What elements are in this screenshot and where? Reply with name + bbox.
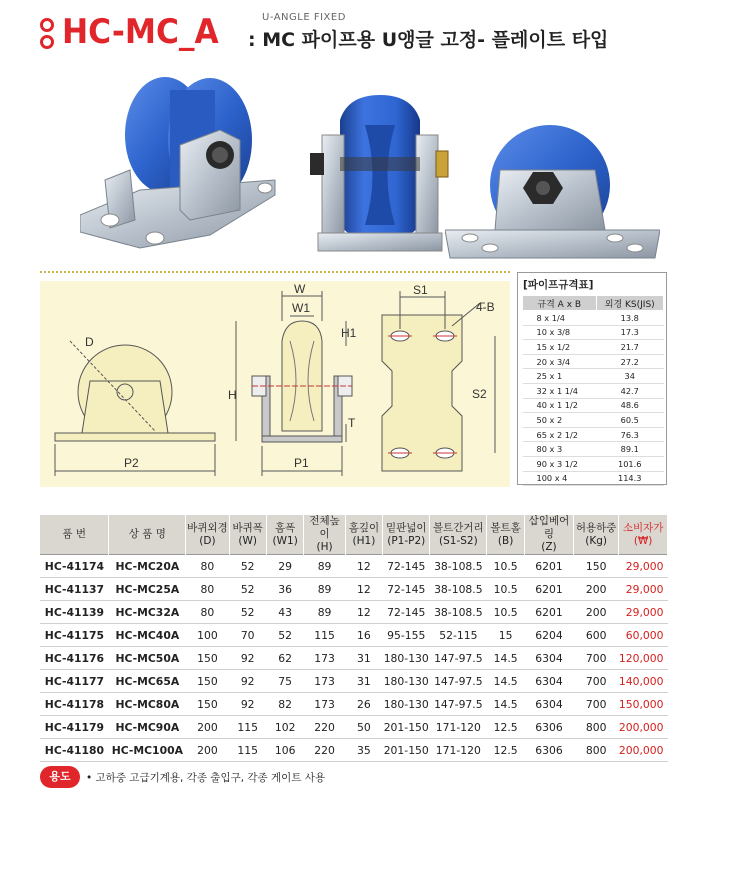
product-name-cell: HC-MC50A: [109, 647, 186, 670]
product-name-cell: HC-MC80A: [109, 693, 186, 716]
price-cell: 150,000: [619, 693, 668, 716]
spec-cell: 700: [574, 647, 619, 670]
usage-text: • 고하중 고급기계용, 각종 출입구, 각종 게이트 사용: [86, 772, 326, 784]
header-label: 홈깊이: [348, 521, 380, 534]
english-subtitle: U-ANGLE FIXED: [262, 12, 346, 23]
pipe-size-cell: 100 x 4: [523, 471, 597, 486]
product-name-cell: HC-MC20A: [109, 555, 186, 578]
spec-cell: 200: [574, 578, 619, 601]
table-header: [619, 515, 668, 555]
pipe-size-cell: 90 x 3 1/2: [523, 456, 597, 471]
table-header: [109, 515, 186, 555]
price-cell: 29,000: [619, 555, 668, 578]
pipe-size-cell: 65 x 2 1/2: [523, 427, 597, 442]
pipe-spec-row: [523, 427, 664, 442]
spec-cell: 38-108.5: [430, 555, 487, 578]
spec-cell: 700: [574, 670, 619, 693]
pipe-size-cell: 10 x 3/8: [523, 325, 597, 340]
spec-cell: 180-130: [383, 693, 430, 716]
pipe-od-cell: 101.6: [596, 456, 664, 471]
spec-cell: 147-97.5: [430, 647, 487, 670]
page-header: [40, 12, 690, 60]
pipe-od-cell: 89.1: [596, 442, 664, 457]
spec-cell: 150: [186, 670, 229, 693]
table-header: [40, 515, 109, 555]
pipe-od-cell: 114.3: [596, 471, 664, 486]
spec-cell: 70: [229, 624, 266, 647]
table-header: [266, 515, 304, 555]
label-h: H: [228, 388, 237, 402]
part-number-cell: HC-41177: [40, 670, 109, 693]
header-unit: (H): [316, 541, 333, 553]
spec-cell: 75: [266, 670, 304, 693]
pipe-spec-row: [523, 398, 664, 413]
label-p2: P2: [124, 456, 139, 470]
header-unit: (Z): [541, 541, 557, 553]
label-4b: 4-B: [476, 300, 495, 314]
spec-cell: 52: [229, 578, 266, 601]
pipe-spec-row: [523, 442, 664, 457]
spec-cell: 10.5: [487, 555, 525, 578]
pipe-od-cell: 42.7: [596, 383, 664, 398]
label-t: T: [348, 416, 356, 430]
logo-rings-icon: [40, 18, 56, 52]
pipe-spec-header-od: 외경 KS(JIS): [596, 296, 664, 311]
spec-cell: 102: [266, 716, 304, 739]
pipe-spec-row: [523, 340, 664, 355]
pipe-size-cell: 20 x 3/4: [523, 354, 597, 369]
part-number-cell: HC-41179: [40, 716, 109, 739]
part-number-cell: HC-41175: [40, 624, 109, 647]
table-row: [40, 601, 668, 624]
spec-cell: 100: [186, 624, 229, 647]
part-number-cell: HC-41137: [40, 578, 109, 601]
header-label: 밑판넓이: [385, 521, 427, 534]
pipe-spec-row: [523, 354, 664, 369]
label-s2: S2: [472, 387, 487, 401]
front-view-drawing: [236, 291, 352, 476]
header-label: 바퀴폭: [232, 521, 263, 534]
spec-cell: 92: [229, 670, 266, 693]
table-row: [40, 624, 668, 647]
spec-cell: 31: [345, 670, 382, 693]
pipe-size-cell: 8 x 1/4: [523, 311, 597, 326]
table-header: [383, 515, 430, 555]
pipe-size-cell: 80 x 3: [523, 442, 597, 457]
spec-cell: 106: [266, 739, 304, 762]
pipe-od-cell: 27.2: [596, 354, 664, 369]
spec-cell: 201-150: [383, 739, 430, 762]
spec-cell: 14.5: [487, 693, 525, 716]
table-header: [304, 515, 345, 555]
spec-cell: 800: [574, 739, 619, 762]
price-cell: 200,000: [619, 716, 668, 739]
pipe-size-cell: 40 x 1 1/2: [523, 398, 597, 413]
spec-cell: 50: [345, 716, 382, 739]
header-unit: (₩): [633, 534, 653, 547]
plate-view-drawing: [382, 291, 495, 471]
spec-cell: 6306: [524, 716, 573, 739]
product-name-cell: HC-MC90A: [109, 716, 186, 739]
spec-cell: 92: [229, 647, 266, 670]
korean-subtitle: : MC 파이프용 U앵글 고정- 플레이트 타입: [248, 29, 609, 51]
product-name-cell: HC-MC65A: [109, 670, 186, 693]
spec-cell: 89: [304, 601, 345, 624]
spec-cell: 80: [186, 555, 229, 578]
product-name-cell: HC-MC40A: [109, 624, 186, 647]
pipe-od-cell: 34: [596, 369, 664, 384]
part-number-cell: HC-41178: [40, 693, 109, 716]
product-photo-front: [310, 95, 450, 260]
header-unit: (W1): [272, 534, 298, 547]
spec-cell: 52: [266, 624, 304, 647]
header-label: 품 번: [62, 528, 86, 540]
pipe-spec-row: [523, 383, 664, 398]
header-label: 삽입베어링: [528, 515, 570, 540]
pipe-size-cell: 25 x 1: [523, 369, 597, 384]
pipe-od-cell: 76.3: [596, 427, 664, 442]
spec-cell: 62: [266, 647, 304, 670]
spec-cell: 52: [229, 555, 266, 578]
part-number-cell: HC-41174: [40, 555, 109, 578]
part-number-cell: HC-41139: [40, 601, 109, 624]
header-label: 소비자가: [622, 521, 664, 534]
table-row: [40, 739, 668, 762]
table-header: [345, 515, 382, 555]
pipe-spec-row: [523, 413, 664, 428]
spec-cell: 180-130: [383, 647, 430, 670]
spec-cell: 180-130: [383, 670, 430, 693]
spec-cell: 52-115: [430, 624, 487, 647]
table-row: [40, 578, 668, 601]
spec-cell: 800: [574, 716, 619, 739]
pipe-od-cell: 60.5: [596, 413, 664, 428]
spec-cell: 12: [345, 555, 382, 578]
spec-cell: 147-97.5: [430, 670, 487, 693]
spec-cell: 92: [229, 693, 266, 716]
spec-cell: 26: [345, 693, 382, 716]
pipe-od-cell: 48.6: [596, 398, 664, 413]
label-w1: W1: [292, 301, 310, 315]
spec-cell: 80: [186, 601, 229, 624]
spec-cell: 80: [186, 578, 229, 601]
product-spec-table: [40, 515, 668, 762]
spec-cell: 173: [304, 647, 345, 670]
spec-cell: 6201: [524, 555, 573, 578]
price-cell: 29,000: [619, 578, 668, 601]
spec-cell: 6304: [524, 647, 573, 670]
header-unit: (Kg): [585, 534, 608, 547]
spec-cell: 72-145: [383, 601, 430, 624]
pipe-size-cell: 50 x 2: [523, 413, 597, 428]
price-cell: 60,000: [619, 624, 668, 647]
spec-cell: 115: [229, 739, 266, 762]
spec-cell: 43: [266, 601, 304, 624]
table-row: [40, 716, 668, 739]
header-label: 허용하중: [575, 521, 617, 534]
spec-cell: 200: [574, 601, 619, 624]
pipe-spec-row: [523, 325, 664, 340]
spec-cell: 150: [186, 647, 229, 670]
spec-cell: 95-155: [383, 624, 430, 647]
pipe-size-cell: 15 x 1/2: [523, 340, 597, 355]
pipe-od-cell: 13.8: [596, 311, 664, 326]
pipe-spec-title: [파이프규격표]: [523, 279, 594, 291]
spec-cell: 29: [266, 555, 304, 578]
header-label: 볼트간거리: [432, 521, 484, 534]
spec-cell: 171-120: [430, 716, 487, 739]
section-divider: [40, 271, 510, 273]
header-unit: (W): [238, 534, 257, 547]
spec-cell: 31: [345, 647, 382, 670]
label-d: D: [85, 335, 94, 349]
price-cell: 120,000: [619, 647, 668, 670]
spec-cell: 115: [304, 624, 345, 647]
spec-cell: 38-108.5: [430, 601, 487, 624]
spec-cell: 220: [304, 739, 345, 762]
spec-cell: 35: [345, 739, 382, 762]
header-label: 홈폭: [275, 521, 296, 534]
spec-cell: 16: [345, 624, 382, 647]
spec-cell: 14.5: [487, 647, 525, 670]
pipe-spec-header-size: 규격 A x B: [523, 296, 597, 311]
pipe-spec-table: [522, 295, 664, 486]
spec-cell: 6201: [524, 578, 573, 601]
header-unit: (H1): [352, 534, 376, 547]
product-name-cell: HC-MC25A: [109, 578, 186, 601]
product-photo-angled: [80, 70, 280, 250]
spec-cell: 12.5: [487, 716, 525, 739]
table-row: [40, 555, 668, 578]
spec-cell: 12.5: [487, 739, 525, 762]
pipe-od-cell: 17.3: [596, 325, 664, 340]
spec-cell: 12: [345, 578, 382, 601]
spec-cell: 6304: [524, 693, 573, 716]
spec-cell: 89: [304, 578, 345, 601]
spec-cell: 6201: [524, 601, 573, 624]
spec-cell: 200: [186, 716, 229, 739]
product-name-cell: HC-MC32A: [109, 601, 186, 624]
table-row: [40, 647, 668, 670]
spec-cell: 115: [229, 716, 266, 739]
label-s1: S1: [413, 283, 428, 297]
pipe-spec-row: [523, 369, 664, 384]
spec-cell: 150: [574, 555, 619, 578]
pipe-spec-row: [523, 311, 664, 326]
product-photo-side: [445, 120, 660, 260]
price-cell: 29,000: [619, 601, 668, 624]
spec-cell: 173: [304, 670, 345, 693]
table-row: [40, 670, 668, 693]
model-title: HC-MC_A: [62, 12, 219, 52]
spec-cell: 72-145: [383, 555, 430, 578]
header-unit: (S1-S2): [439, 534, 478, 547]
label-h1: H1: [341, 326, 357, 340]
pipe-size-cell: 32 x 1 1/4: [523, 383, 597, 398]
pipe-spec-row: [523, 471, 664, 486]
spec-cell: 10.5: [487, 578, 525, 601]
table-header: [574, 515, 619, 555]
header-label: 상 품 명: [128, 528, 166, 540]
spec-cell: 6204: [524, 624, 573, 647]
spec-cell: 52: [229, 601, 266, 624]
part-number-cell: HC-41176: [40, 647, 109, 670]
spec-cell: 600: [574, 624, 619, 647]
price-cell: 200,000: [619, 739, 668, 762]
table-header: [430, 515, 487, 555]
header-unit: (D): [199, 534, 216, 547]
product-name-cell: HC-MC100A: [109, 739, 186, 762]
technical-drawing: [40, 281, 510, 487]
header-label: 전체높이: [309, 515, 340, 540]
spec-cell: 72-145: [383, 578, 430, 601]
pipe-spec-row: [523, 456, 664, 471]
spec-cell: 36: [266, 578, 304, 601]
spec-cell: 12: [345, 601, 382, 624]
table-header: [487, 515, 525, 555]
spec-cell: 6306: [524, 739, 573, 762]
spec-cell: 700: [574, 693, 619, 716]
header-unit: (B): [497, 534, 514, 547]
header-label: 볼트홀: [490, 521, 521, 534]
spec-cell: 173: [304, 693, 345, 716]
header-label: 바퀴외경: [187, 521, 228, 534]
spec-cell: 82: [266, 693, 304, 716]
spec-cell: 14.5: [487, 670, 525, 693]
table-header: [229, 515, 266, 555]
spec-cell: 220: [304, 716, 345, 739]
spec-cell: 89: [304, 555, 345, 578]
table-row: [40, 693, 668, 716]
usage-badge: 용도: [40, 766, 80, 788]
spec-cell: 200: [186, 739, 229, 762]
spec-cell: 6304: [524, 670, 573, 693]
header-unit: (P1-P2): [387, 534, 426, 547]
price-cell: 140,000: [619, 670, 668, 693]
spec-cell: 171-120: [430, 739, 487, 762]
spec-cell: 150: [186, 693, 229, 716]
table-header: [186, 515, 229, 555]
pipe-od-cell: 21.7: [596, 340, 664, 355]
spec-cell: 147-97.5: [430, 693, 487, 716]
spec-cell: 38-108.5: [430, 578, 487, 601]
label-w: W: [294, 282, 306, 296]
spec-cell: 15: [487, 624, 525, 647]
part-number-cell: HC-41180: [40, 739, 109, 762]
pipe-spec-panel: [517, 272, 667, 485]
spec-cell: 201-150: [383, 716, 430, 739]
table-header: [524, 515, 573, 555]
spec-cell: 10.5: [487, 601, 525, 624]
label-p1: P1: [294, 456, 309, 470]
